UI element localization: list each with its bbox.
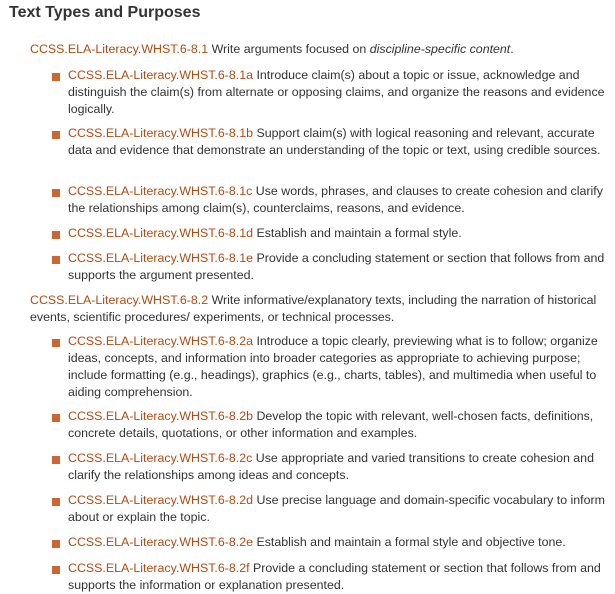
sub-standard-item	[68, 560, 608, 594]
bullet-icon	[52, 498, 60, 506]
standard-code-link[interactable]: CCSS.ELA-Literacy.WHST.6-8.1	[30, 42, 209, 56]
sub-standard-item	[68, 67, 608, 118]
sub-standard-item	[68, 534, 608, 551]
standard-code-link[interactable]: CCSS.ELA-Literacy.WHST.6-8.2	[30, 293, 209, 307]
bullet-icon	[52, 456, 60, 464]
bullet-icon	[52, 231, 60, 239]
sub-standard-text: Develop the topic with relevant, well-chosen facts, definitions, concrete details, quotations, or other information and examples.	[68, 409, 594, 440]
sub-standard-text: Provide a concluding statement or section that follows from and supports the argument presented.	[68, 251, 605, 282]
sub-standard-item	[68, 250, 608, 284]
bullet-icon	[52, 566, 60, 574]
bullet-icon	[52, 540, 60, 548]
sub-standard-text: Provide a concluding statement or section that follows from and supports the information or explanation presented.	[68, 561, 601, 592]
sub-standard-item	[68, 408, 608, 442]
standard-item	[30, 41, 605, 58]
bullet-icon	[52, 73, 60, 81]
sub-standard-code-link[interactable]: CCSS.ELA-Literacy.WHST.6-8.2c	[68, 451, 253, 465]
standard-text-italic: discipline-specific content	[369, 42, 511, 56]
section-title: Text Types and Purposes	[9, 4, 201, 21]
bullet-icon	[52, 414, 60, 422]
sub-standard-text: Use appropriate and varied transitions to create cohesion and clarify the relationships among ideas and concepts.	[68, 451, 594, 482]
bullet-icon	[52, 256, 60, 264]
sub-standard-code-link[interactable]: CCSS.ELA-Literacy.WHST.6-8.1e	[68, 251, 253, 265]
standard-text: Write informative/explanatory texts, including the narration of historical events, scientific procedures/ experiments, or technical processes.	[30, 293, 597, 324]
bullet-icon	[52, 131, 60, 139]
sub-standard-text: Use words, phrases, and clauses to create cohesion and clarify the relationships among claim(s), counterclaims, reasons, and evidence.	[68, 184, 603, 215]
sub-standard-item	[68, 333, 608, 401]
bullet-icon	[52, 339, 60, 347]
sub-standard-code-link[interactable]: CCSS.ELA-Literacy.WHST.6-8.2f	[68, 561, 250, 575]
standard-item	[30, 292, 605, 326]
sub-standard-item	[68, 225, 608, 242]
sub-standard-code-link[interactable]: CCSS.ELA-Literacy.WHST.6-8.2e	[68, 535, 253, 549]
sub-standard-item	[68, 125, 608, 159]
sub-standard-code-link[interactable]: CCSS.ELA-Literacy.WHST.6-8.1d	[68, 226, 253, 240]
sub-standard-item	[68, 492, 608, 526]
sub-standard-code-link[interactable]: CCSS.ELA-Literacy.WHST.6-8.2d	[68, 493, 253, 507]
sub-standard-text: Introduce a topic clearly, previewing what is to follow; organize ideas, concepts, and information into broader categories as appropriate to achieving purpose; include formatting (e.g., headings), graphics (e.g., charts, tables), and multimedia when useful to aiding comprehension.	[68, 334, 598, 399]
bullet-icon	[52, 189, 60, 197]
sub-standard-text: Support claim(s) with logical reasoning and relevant, accurate data and evidence that demonstrate an understanding of the topic or text, using credible sources.	[68, 126, 601, 157]
sub-standard-text: Use precise language and domain-specific vocabulary to inform about or explain the topic.	[68, 493, 605, 524]
sub-standard-item	[68, 183, 608, 217]
sub-standard-code-link[interactable]: CCSS.ELA-Literacy.WHST.6-8.2a	[68, 334, 253, 348]
standard-text: Write arguments focused on	[211, 42, 370, 56]
sub-standard-text: Establish and maintain a formal style.	[256, 226, 462, 240]
sub-standard-code-link[interactable]: CCSS.ELA-Literacy.WHST.6-8.1c	[68, 184, 253, 198]
sub-standard-code-link[interactable]: CCSS.ELA-Literacy.WHST.6-8.2b	[68, 409, 253, 423]
sub-standard-code-link[interactable]: CCSS.ELA-Literacy.WHST.6-8.1a	[68, 68, 253, 82]
sub-standard-text: Introduce claim(s) about a topic or issue, acknowledge and distinguish the claim(s) from alternate or opposing claims, and organize the reasons and evidence logically.	[68, 68, 605, 116]
sub-standard-code-link[interactable]: CCSS.ELA-Literacy.WHST.6-8.1b	[68, 126, 253, 140]
standard-text-end: .	[510, 42, 514, 56]
sub-standard-item	[68, 450, 608, 484]
sub-standard-text: Establish and maintain a formal style and objective tone.	[256, 535, 566, 549]
